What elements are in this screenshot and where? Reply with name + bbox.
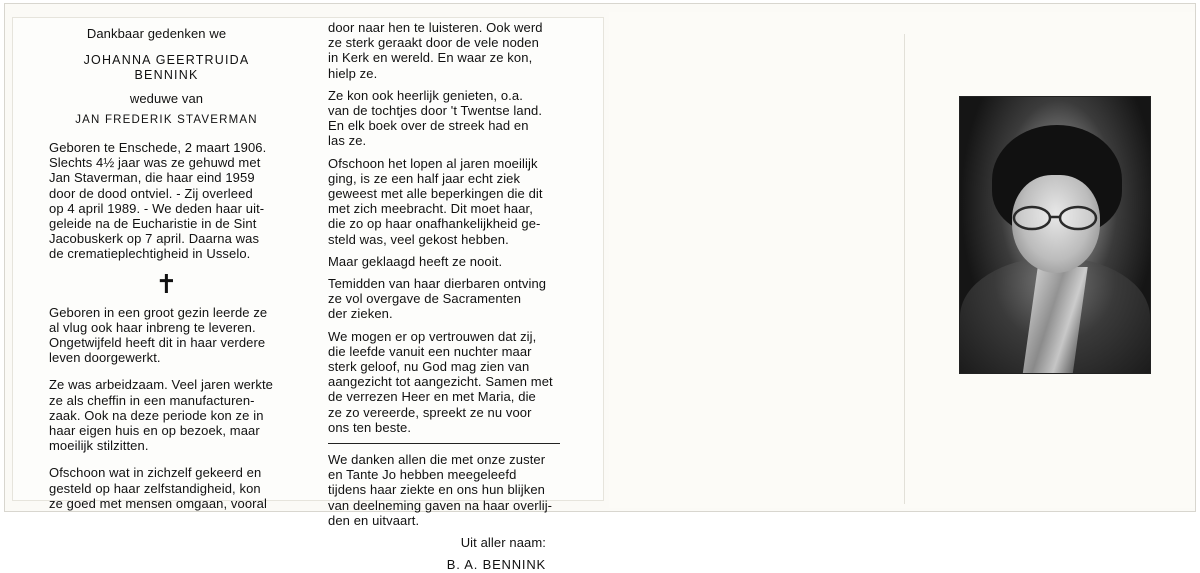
text-line: die leefde vanuit een nuchter maar xyxy=(328,343,532,359)
text-line: We danken allen die met onze zuster xyxy=(328,452,546,468)
portrait-photo xyxy=(959,96,1151,374)
biography xyxy=(49,140,284,262)
paragraph-sacraments xyxy=(328,276,568,322)
bio-line: op 4 april 1989. - We deden haar uit- xyxy=(49,200,265,216)
text-line: We mogen er op vertrouwen dat zij, xyxy=(328,328,537,344)
signatory-name: B. A. BENNINK xyxy=(446,557,546,573)
text-line: Ofschoon wat in zichzelf gekeerd en xyxy=(49,465,262,481)
text-line: zaak. Ook na deze periode kon ze in xyxy=(49,407,264,423)
text-line: met zich meebracht. Dit moet haar, xyxy=(328,201,533,217)
signature-label: Uit aller naam: xyxy=(460,535,546,551)
intro-text: Dankbaar gedenken we xyxy=(86,26,227,41)
paragraph-enjoyment xyxy=(328,88,568,149)
text-line: ze sterk geraakt door de vele noden xyxy=(328,35,539,51)
paragraph-listening xyxy=(328,20,568,81)
paragraph-work xyxy=(49,377,284,453)
text-line: ze zo vereerde, spreekt ze nu voor xyxy=(328,404,532,420)
paragraph-no-complaint xyxy=(328,254,568,269)
text-line: ze goed met mensen omgaan, vooral xyxy=(49,495,267,511)
text-line: Ofschoon het lopen al jaren moeilijk xyxy=(328,155,538,171)
paragraph-illness xyxy=(328,156,568,247)
left-text-column xyxy=(49,26,284,511)
text-line: tijdens haar ziekte en ons hun blijken xyxy=(328,482,545,498)
fold-crease xyxy=(904,34,905,504)
glasses-icon xyxy=(1010,205,1102,231)
bio-line: Geboren te Enschede, 2 maart 1906. xyxy=(49,140,267,156)
deceased-name-line2: BENNINK xyxy=(134,68,199,83)
text-line: en Tante Jo hebben meegeleefd xyxy=(328,467,517,483)
bio-line: de crematieplechtigheid in Usselo. xyxy=(49,246,251,262)
divider xyxy=(328,443,560,444)
text-line: ons ten beste. xyxy=(328,419,412,435)
text-line: den en uitvaart. xyxy=(328,512,420,528)
text-line: las ze. xyxy=(328,133,367,149)
text-line: geweest met alle beperkingen die dit xyxy=(328,186,543,202)
text-line: ze vol overgave de Sacramenten xyxy=(328,291,522,307)
text-line: moeilijk stilzitten. xyxy=(49,438,149,454)
text-line: door naar hen te luisteren. Ook werd xyxy=(328,20,543,35)
paragraph-character xyxy=(49,465,284,511)
text-line: in Kerk en wereld. En waar ze kon, xyxy=(328,50,533,66)
text-line: haar eigen huis en op bezoek, maar xyxy=(49,423,260,439)
paragraph-faith xyxy=(328,329,568,435)
text-line: En elk boek over de streek had en xyxy=(328,118,529,134)
text-line: Ze kon ook heerlijk genieten, o.a. xyxy=(328,87,523,103)
text-line: van deelneming gaven na haar overlij- xyxy=(328,497,553,513)
text-line: ze als cheffin in een manufacturen- xyxy=(49,392,255,408)
middle-text-column xyxy=(328,20,568,573)
paragraph-family xyxy=(49,305,284,366)
text-line: Geboren in een groot gezin leerde ze xyxy=(49,304,268,320)
text-line: der zieken. xyxy=(328,306,393,322)
text-line: gesteld op haar zelfstandigheid, kon xyxy=(49,480,261,496)
text-line: al vlug ook haar inbreng te leveren. xyxy=(49,319,256,335)
paragraph-thanks xyxy=(328,452,568,528)
bio-line: door de dood ontviel. - Zij overleed xyxy=(49,185,253,201)
text-line: aangezicht tot aangezicht. Samen met xyxy=(328,374,553,390)
bio-line: Jan Staverman, die haar eind 1959 xyxy=(49,170,255,186)
text-line: hielp ze. xyxy=(328,65,378,81)
cross-icon: ✝ xyxy=(155,269,178,300)
text-line: leven doorgewerkt. xyxy=(49,350,161,366)
text-line: steld was, veel gekost hebben. xyxy=(328,231,509,247)
text-line: de verrezen Heer en met Maria, die xyxy=(328,389,536,405)
deceased-name-line1: JOHANNA GEERTRUIDA xyxy=(83,53,250,68)
text-line: van de tochtjes door 't Twentse land. xyxy=(328,103,543,119)
bio-line: Slechts 4½ jaar was ze gehuwd met xyxy=(49,155,261,171)
text-line: Temidden van haar dierbaren ontving xyxy=(328,276,547,292)
widow-of-label: weduwe van xyxy=(129,90,204,106)
husband-name: JAN FREDERIK STAVERMAN xyxy=(75,113,258,126)
text-line: die zo op haar onafhankelijkheid ge- xyxy=(328,216,541,232)
bio-line: geleide na de Eucharistie in de Sint xyxy=(49,216,257,232)
bio-line: Jacobuskerk op 7 april. Daarna was xyxy=(49,231,260,247)
text-line: sterk geloof, nu God mag zien van xyxy=(328,359,530,375)
text-line: Ze was arbeidzaam. Veel jaren werkte xyxy=(49,377,273,393)
text-line: Ongetwijfeld heeft dit in haar verdere xyxy=(49,335,266,351)
text-line: Maar geklaagd heeft ze nooit. xyxy=(328,253,503,269)
text-line: ging, is ze een half jaar echt ziek xyxy=(328,170,521,186)
